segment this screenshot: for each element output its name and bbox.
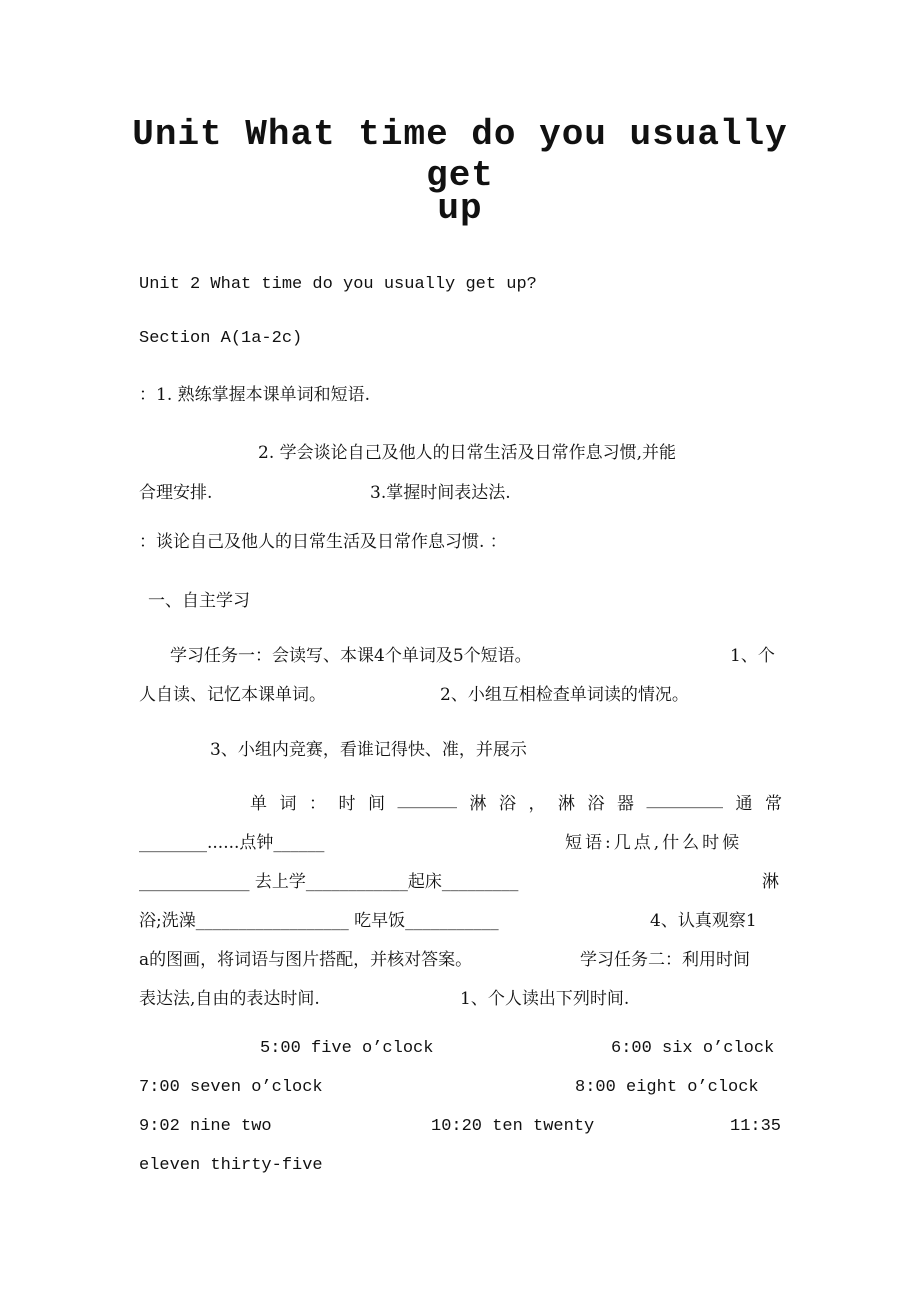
task-2-intro-continued: 表达法,自由的表达时间. [139, 989, 320, 1009]
goal-2: 2. 学会谈论自己及他人的日常生活及日常作息习惯,并能 [258, 443, 677, 463]
time-10-20: 10:20 ten twenty [431, 1117, 595, 1136]
vocab-blank: _______ [397, 789, 457, 809]
goal-3: 3.掌握时间表达法. [370, 483, 511, 503]
vocab-word: 器 [617, 794, 634, 814]
task-1-intro: 学习任务一：会读写、本课4个单词及5个短语。 [170, 646, 532, 666]
task-1-step-3: 3、小组内竞赛，看谁记得快、准，并展示 [210, 740, 527, 760]
vocab-word: 常 [765, 794, 782, 814]
task-1-step-1: 1、个 [730, 646, 775, 666]
time-7-00: 7:00 seven o’clock [139, 1078, 323, 1097]
key-focus: ：谈论自己及他人的日常生活及日常作息习惯. ： [139, 532, 507, 552]
vocab-word: ， [528, 794, 546, 814]
vocab-row-2-left: ________......点钟______ [139, 833, 325, 853]
vocab-row-3-right: 淋 [762, 872, 779, 892]
vocab-word: 间 [368, 794, 385, 814]
time-5-00: 5:00 five o’clock [260, 1039, 434, 1058]
part-heading-self-study: 一、自主学习 [148, 591, 250, 611]
task-1-step-1-continued: 人自读、记忆本课单词。 [139, 685, 326, 705]
time-9-02: 9:02 nine two [139, 1117, 272, 1136]
vocab-word: 淋 [469, 794, 487, 814]
task-1-step-2: 2、小组互相检查单词读的情况。 [440, 685, 689, 705]
vocab-word: 词 [279, 794, 297, 814]
vocab-word: 浴 [587, 794, 605, 814]
task-2-intro: 学习任务二：利用时间 [580, 950, 750, 970]
vocab-row-4-left: 浴;洗澡__________________ 吃早饭___________ [139, 911, 499, 931]
time-8-00: 8:00 eight o’clock [575, 1078, 759, 1097]
vocab-word: ： [309, 794, 326, 814]
vocab-word: 通 [735, 794, 753, 814]
task-1-step-4-continued: a的图画，将词语与图片搭配，并核对答案。 [139, 950, 473, 970]
vocab-word: 时 [338, 794, 356, 814]
goal-1: ：1. 熟练掌握本课单词和短语. [139, 385, 371, 405]
phrases-label: 短语:几点,什么时候 [565, 833, 743, 853]
document-title: Unit What time do you usually get [132, 114, 788, 196]
vocab-row-3-left: _____________ 去上学____________起床_________ [139, 872, 519, 892]
time-11-35: 11:35 [730, 1117, 782, 1136]
vocab-word: 浴 [499, 794, 516, 814]
vocab-row [250, 789, 782, 814]
goal-2-continued: 合理安排. [139, 483, 213, 503]
time-6-00: 6:00 six o’clock [611, 1039, 775, 1058]
document-title-continued: up [437, 188, 483, 229]
task-2-step-1: 1、个人读出下列时间. [460, 989, 630, 1009]
section-label: Section A(1a-2c) [139, 329, 303, 348]
vocab-blank: _________ [646, 789, 723, 809]
unit-heading: Unit 2 What time do you usually get up? [139, 275, 537, 294]
vocab-word: 淋 [558, 794, 575, 814]
vocab-word: 单 [250, 794, 267, 814]
time-11-35-words: eleven thirty-five [139, 1156, 323, 1175]
task-1-step-4: 4、认真观察1 [650, 911, 757, 931]
